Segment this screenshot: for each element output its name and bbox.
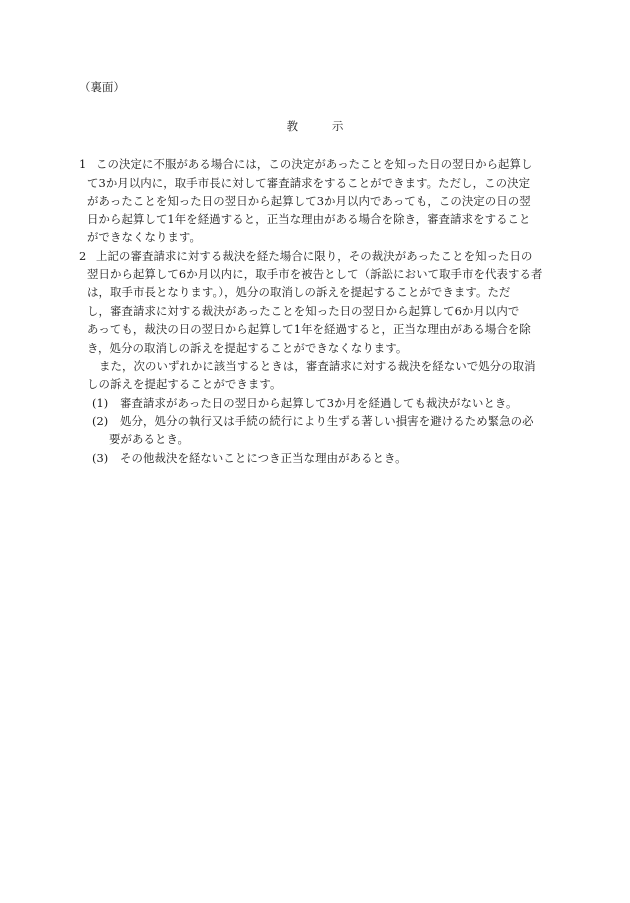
item2-line-8: しの訴えを提起することができます。 (87, 377, 282, 391)
title-char-2: 示 (332, 119, 344, 133)
subitem3-number: (3) (92, 451, 109, 465)
subitem2-line-1: 処分，処分の執行又は手続の続行により生ずる著しい損害を避けるため緊急の必 (120, 414, 534, 428)
item1-line-1: この決定に不服がある場合には，この決定があったことを知った日の翌日から起算し (96, 157, 533, 171)
item2-line-4: し，審査請求に対する裁決があったことを知った日の翌日から起算して6か月以内で (87, 304, 520, 318)
subitem1-line-1: 審査請求があった日の翌日から起算して3か月を経過しても裁決がないとき。 (120, 396, 518, 410)
document-title (0, 119, 630, 133)
item1-line-2: て3か月以内に，取手市長に対して審査請求をすることができます。ただし，この決定 (87, 176, 531, 190)
title-char-1: 教 (286, 119, 298, 133)
subitem2-line-2: 要があるとき。 (109, 432, 189, 446)
subitem1-number: (1) (92, 396, 109, 410)
item2-line-2: 翌日から起算して6か月以内に，取手市を被告として（訴訟において取手市を代表する者 (87, 267, 543, 281)
item2-line-6: き，処分の取消しの訴えを提起することができなくなります。 (87, 341, 408, 355)
subitem2-number: (2) (92, 414, 109, 428)
item1-number: 1 (79, 157, 87, 171)
item2-line-7: また，次のいずれかに該当するときは，審査請求に対する裁決を経ないで処分の取消 (99, 359, 536, 373)
item1-line-4: 日から起算して1年を経過すると，正当な理由がある場合を除き，審査請求をすること (87, 212, 531, 226)
item2-number: 2 (79, 249, 87, 263)
item1-line-5: ができなくなります。 (87, 230, 201, 244)
item2-line-3: は，取手市長となります。），処分の取消しの訴えを提起することができます。ただ (87, 285, 511, 299)
subitem3-line-1: その他裁決を経ないことにつき正当な理由があるとき。 (120, 451, 407, 465)
item2-line-5: あっても，裁決の日の翌日から起算して1年を経過すると，正当な理由がある場合を除 (87, 322, 531, 336)
item2-line-1: 上記の審査請求に対する裁決を経た場合に限り，その裁決があったことを知った日の (96, 249, 533, 263)
item1-line-3: があったことを知った日の翌日から起算して3か月以内であっても，この決定の日の翌 (87, 194, 531, 208)
page-side-header: （裏面） (79, 80, 125, 94)
